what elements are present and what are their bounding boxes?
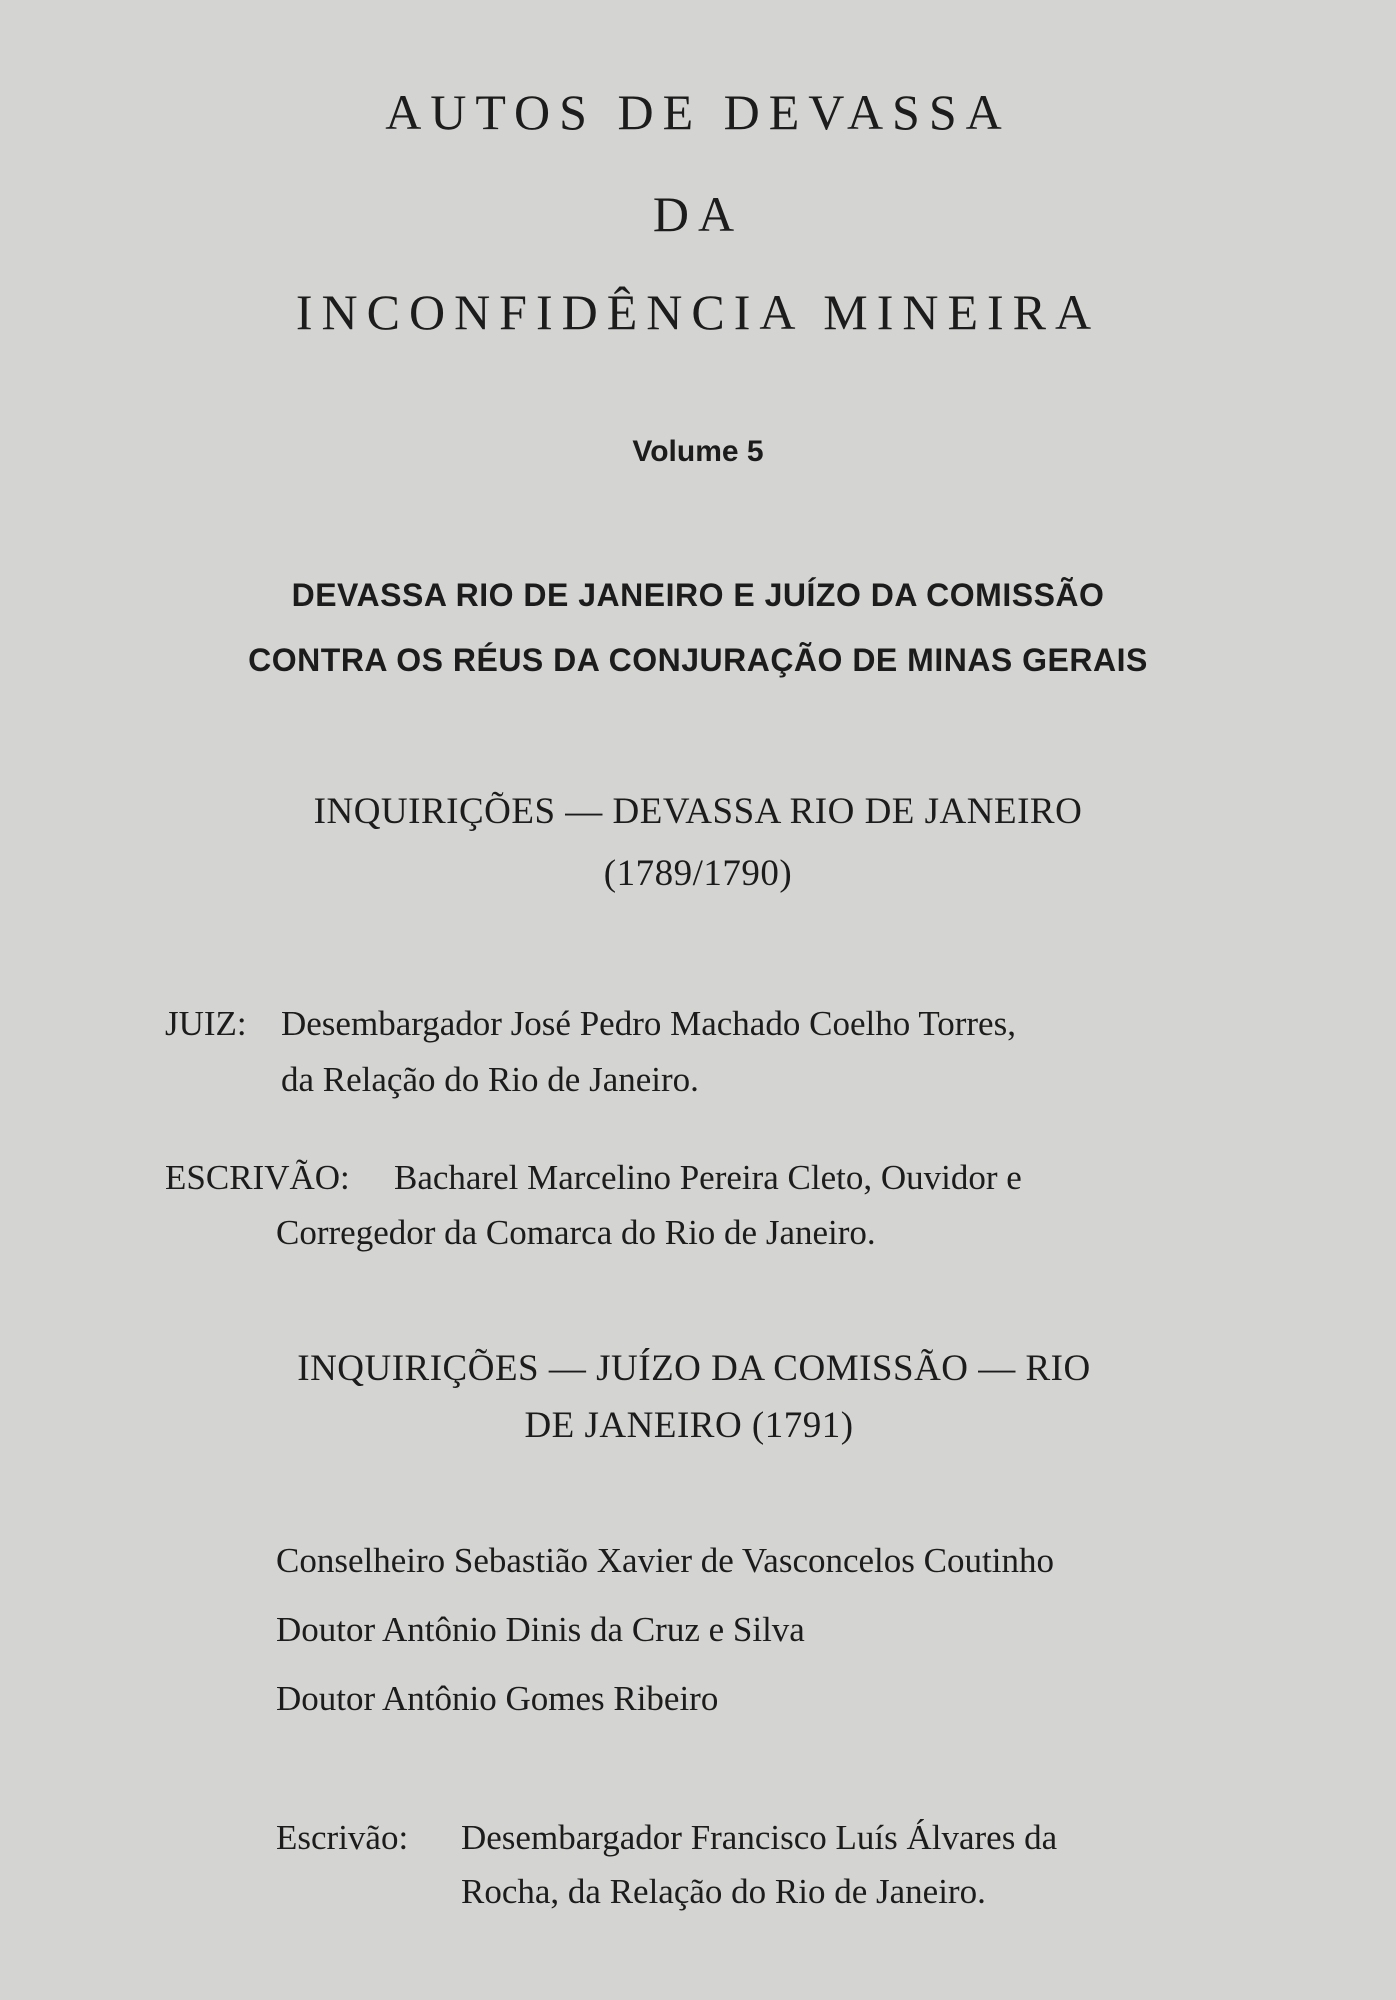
- juiz-text: [281, 996, 1016, 1108]
- section2-escrivao-line-2: Rocha, da Relação do Rio de Janeiro.: [461, 1872, 986, 1911]
- title-line-2: DA: [652, 186, 744, 242]
- escrivao-entry: [165, 1150, 1265, 1206]
- section1-heading-line-2: (1789/1790): [603, 853, 793, 894]
- escrivao-line-2: Corregedor da Comarca do Rio de Janeiro.: [276, 1213, 876, 1252]
- section2-heading-line-1: INQUIRIÇÕES — JUÍZO DA COMISSÃO — RIO: [297, 1348, 1091, 1389]
- member-2: Doutor Antônio Dinis da Cruz e Silva: [276, 1610, 805, 1649]
- juiz-line-2: da Relação do Rio de Janeiro.: [281, 1060, 699, 1099]
- juiz-entry: [165, 996, 1265, 1108]
- section2-heading-line-2: DE JANEIRO (1791): [524, 1405, 854, 1446]
- title-line-3: INCONFIDÊNCIA MINEIRA: [295, 284, 1101, 340]
- juiz-line-1: Desembargador José Pedro Machado Coelho Torres,: [281, 1004, 1016, 1043]
- escrivao-text: [394, 1150, 1022, 1206]
- subtitle-line-2: CONTRA OS RÉUS DA CONJURAÇÃO DE MINAS GERAIS: [248, 642, 1148, 678]
- member-3: Doutor Antônio Gomes Ribeiro: [276, 1679, 719, 1718]
- title-line-1: AUTOS DE DEVASSA: [385, 84, 1011, 140]
- section1-heading-line-1: INQUIRIÇÕES — DEVASSA RIO DE JANEIRO: [313, 791, 1083, 832]
- escrivao-line-1: Bacharel Marcelino Pereira Cleto, Ouvidor e: [394, 1158, 1022, 1197]
- member-1: Conselheiro Sebastião Xavier de Vasconcelos Coutinho: [276, 1541, 1054, 1580]
- volume-label: Volume 5: [632, 435, 764, 468]
- section2-escrivao-line-1: Desembargador Francisco Luís Álvares da: [461, 1818, 1058, 1857]
- juiz-label: JUIZ:: [165, 1004, 247, 1043]
- subtitle-line-1: DEVASSA RIO DE JANEIRO E JUÍZO DA COMISSÃO: [291, 577, 1105, 613]
- escrivao-label: ESCRIVÃO:: [165, 1158, 350, 1197]
- section2-escrivao-label: Escrivão:: [276, 1818, 409, 1857]
